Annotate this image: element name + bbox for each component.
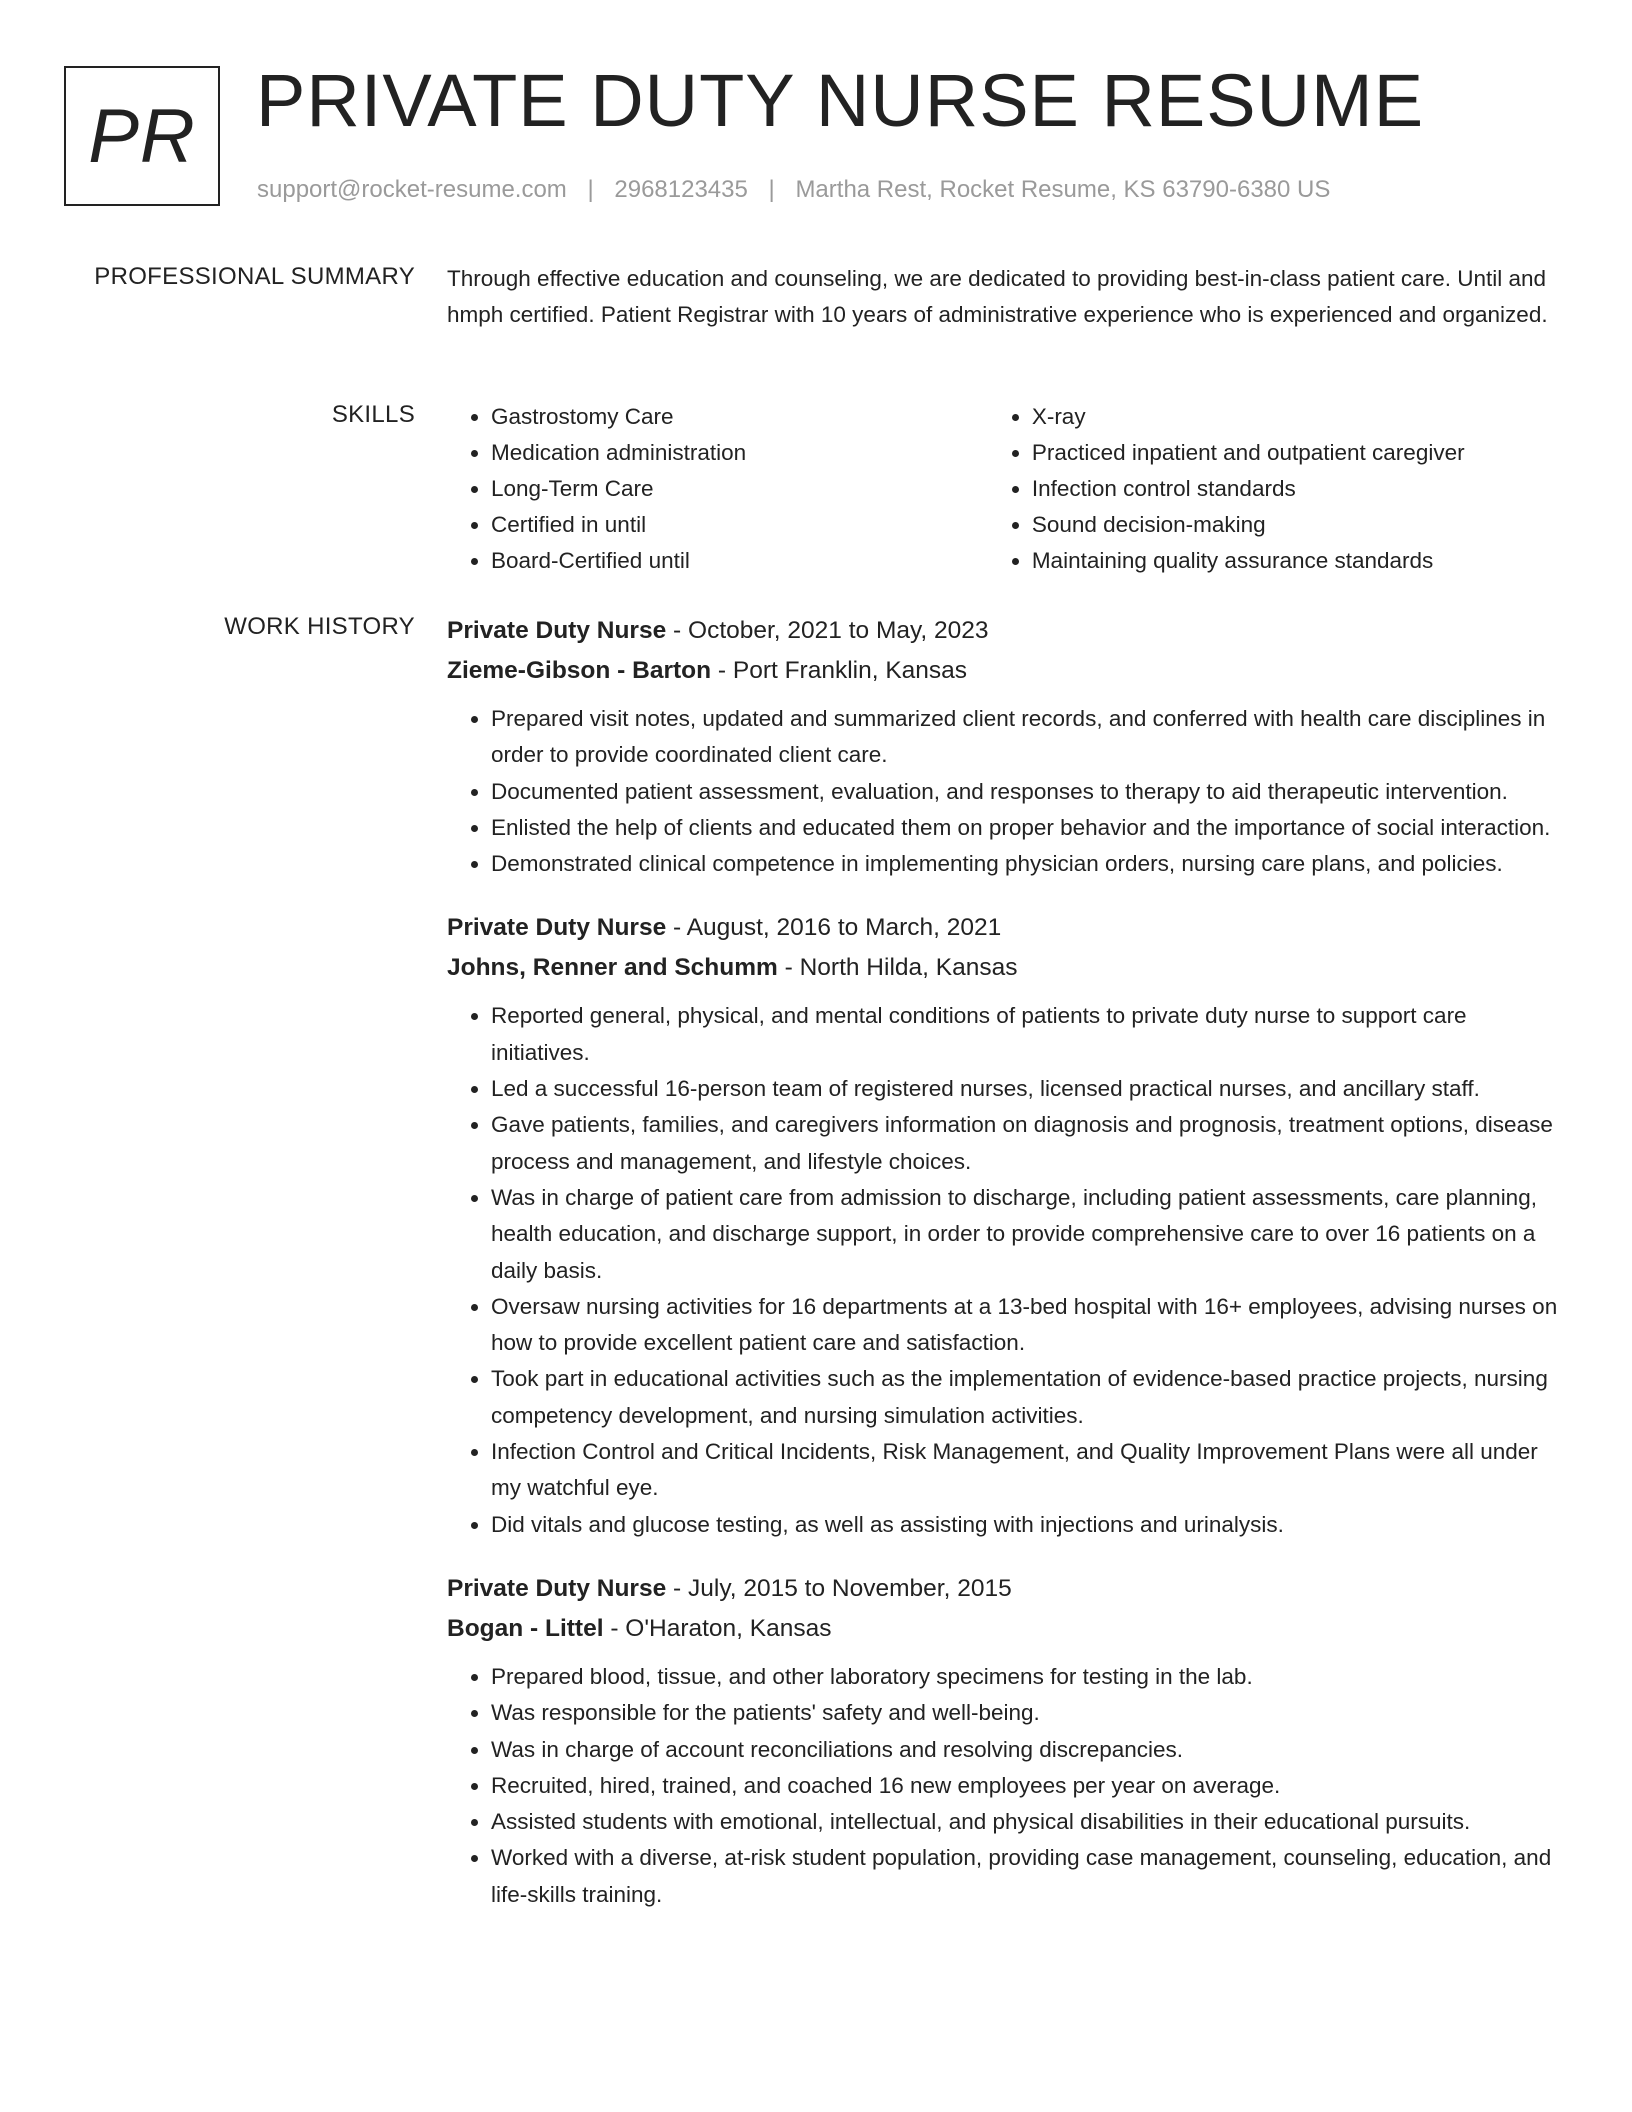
resume-title: PRIVATE DUTY NURSE RESUME	[256, 59, 1425, 142]
summary-heading: PROFESSIONAL SUMMARY	[94, 263, 415, 290]
list-item: • Practiced inpatient and outpatient caregiver	[1032, 435, 1562, 471]
list-item: • Worked with a diverse, at-risk student population, providing case management, counseling, education, and life-skills training.	[491, 1840, 1562, 1913]
list-item: • Prepared blood, tissue, and other laboratory specimens for testing in the lab.	[491, 1659, 1562, 1695]
list-item: • Assisted students with emotional, intellectual, and physical disabilities in their educational pursuits.	[491, 1804, 1562, 1840]
job-title: Private Duty Nurse	[447, 617, 667, 644]
job-location: - Port Franklin, Kansas	[711, 657, 968, 684]
list-item: • Gastrostomy Care	[491, 399, 988, 435]
monogram-initials: PR	[88, 93, 196, 179]
list-item: • Was in charge of account reconciliations and resolving discrepancies.	[491, 1732, 1562, 1768]
list-item: • Did vitals and glucose testing, as well as assisting with injections and urinalysis.	[491, 1507, 1562, 1543]
job-company-line	[447, 651, 1562, 691]
job-entry	[447, 908, 1562, 1542]
skills-right-column	[988, 399, 1562, 579]
list-item: • Maintaining quality assurance standards	[1032, 543, 1562, 579]
job-title: Private Duty Nurse	[447, 1574, 667, 1602]
contact-address: Martha Rest, Rocket Resume, KS 63790-6380 US	[795, 176, 1331, 203]
list-item: • Long-Term Care	[491, 471, 988, 507]
list-item: • Infection control standards	[1032, 471, 1562, 507]
skills-columns	[447, 399, 1562, 579]
list-item: • Gave patients, families, and caregivers information on diagnosis and prognosis, treatment options, disease process and management, and lifestyle choices.	[491, 1107, 1562, 1180]
skills-left-column	[447, 399, 988, 579]
job-title-line	[447, 1569, 1562, 1609]
job-entry	[447, 1569, 1562, 1913]
job-bullets	[447, 998, 1562, 1542]
job-company-line	[447, 1609, 1562, 1649]
list-item: • Sound decision-making	[1032, 507, 1562, 543]
job-dates: - October, 2021 to May, 2023	[666, 617, 989, 644]
list-item: • Led a successful 16-person team of registered nurses, licensed practical nurses, and ancillary staff.	[491, 1071, 1562, 1107]
job-company: Johns, Renner and Schumm	[447, 954, 778, 982]
contact-phone[interactable]: 2968123435	[614, 176, 748, 203]
job-title-line	[447, 908, 1562, 948]
list-item: • Reported general, physical, and mental conditions of patients to private duty nurse to support care initiatives.	[491, 998, 1562, 1071]
contact-line	[257, 176, 1330, 204]
job-title-line	[447, 611, 1562, 651]
job-location: - North Hilda, Kansas	[777, 954, 1018, 982]
contact-email[interactable]: support@rocket-resume.com	[257, 176, 567, 203]
summary-text: Through effective education and counseling, we are dedicated to providing best-in-class patient care. Until and hmph certified. Patient Registrar with 10 years of administrative experience who is experienced and organized.	[447, 266, 1548, 327]
list-item: • Demonstrated clinical competence in implementing physician orders, nursing care plans, and policies.	[491, 846, 1562, 882]
job-company: Zieme-Gibson - Barton	[447, 657, 712, 684]
job-bullets	[447, 1659, 1562, 1913]
list-item: • Recruited, hired, trained, and coached 16 new employees per year on average.	[491, 1768, 1562, 1804]
job-company-line	[447, 948, 1562, 988]
work-history-heading: WORK HISTORY	[224, 613, 415, 640]
job-location: - O'Haraton, Kansas	[603, 1614, 832, 1642]
list-item: • Took part in educational activities such as the implementation of evidence-based practice projects, nursing competency development, and nursing simulation activities.	[491, 1361, 1562, 1434]
list-item: • Certified in until	[491, 507, 988, 543]
list-item: • X-ray	[1032, 399, 1562, 435]
list-item: • Medication administration	[491, 435, 988, 471]
job-list	[447, 611, 1562, 1939]
job-entry	[447, 611, 1562, 882]
list-item: • Was in charge of patient care from admission to discharge, including patient assessments, care planning, health education, and discharge support, in order to provide comprehensive care to over 16 patients on a daily basis.	[491, 1180, 1562, 1289]
job-dates: - July, 2015 to November, 2015	[666, 1574, 1012, 1602]
list-item: • Infection Control and Critical Incidents, Risk Management, and Quality Improvement Plans were all under my watchful eye.	[491, 1434, 1562, 1507]
contact-separator: |	[587, 176, 594, 203]
job-title: Private Duty Nurse	[447, 914, 667, 942]
list-item: • Was responsible for the patients' safety and well-being.	[491, 1695, 1562, 1731]
list-item: • Oversaw nursing activities for 16 departments at a 13-bed hospital with 16+ employees, advising nurses on how to provide excellent patient care and satisfaction.	[491, 1289, 1562, 1362]
list-item: • Board-Certified until	[491, 543, 988, 579]
job-dates: - August, 2016 to March, 2021	[666, 914, 1002, 942]
list-item: • Documented patient assessment, evaluation, and responses to therapy to aid therapeutic intervention.	[491, 774, 1562, 810]
job-bullets	[447, 701, 1562, 882]
contact-separator: |	[768, 176, 775, 203]
skills-heading: SKILLS	[331, 401, 415, 428]
monogram-badge	[64, 66, 220, 206]
list-item: • Enlisted the help of clients and educated them on proper behavior and the importance of social interaction.	[491, 810, 1562, 846]
list-item: • Prepared visit notes, updated and summarized client records, and conferred with health care disciplines in order to provide coordinated client care.	[491, 701, 1562, 774]
job-company: Bogan - Littel	[447, 1614, 604, 1642]
